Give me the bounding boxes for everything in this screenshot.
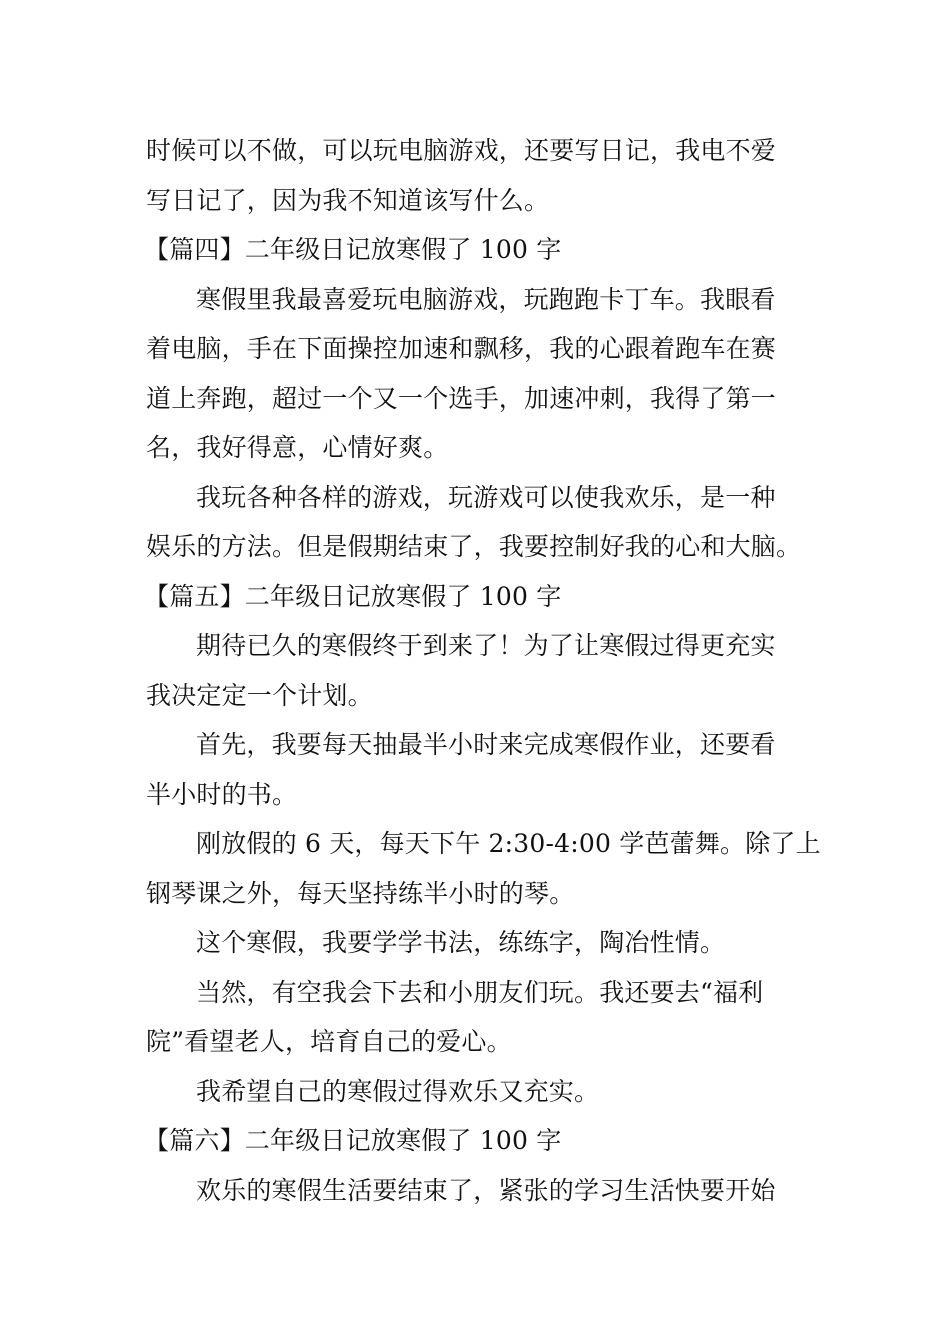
text-line-15: 刚放假的 6 天，每天下午 2:30-4:00 学芭蕾舞。除了上 bbox=[196, 829, 821, 858]
text-line-20: 我希望自己的寒假过得欢乐又充实。 bbox=[196, 1076, 600, 1106]
text-line-11: 期待已久的寒假终于到来了！为了让寒假过得更充实 bbox=[196, 631, 776, 660]
document-page bbox=[144, 126, 821, 1215]
text-line-22: 欢乐的寒假生活要结束了，紧张的学习生活快要开始 bbox=[196, 1175, 776, 1205]
text-line-6: 道上奔跑，超过一个又一个选手，加速冲刺，我得了第一 bbox=[146, 383, 777, 413]
text-line-18: 当然，有空我会下去和小朋友们玩。我还要去“福利 bbox=[196, 977, 764, 1007]
text-line-17: 这个寒假，我要学学书法，练练字，陶冶性情。 bbox=[196, 928, 726, 957]
section-heading-5: 【篇五】二年级日记放寒假了 100 字 bbox=[144, 581, 562, 611]
section-heading-6: 【篇六】二年级日记放寒假了 100 字 bbox=[144, 1126, 562, 1155]
text-line-9: 娱乐的方法。但是假期结束了，我要控制好我的心和大脑。 bbox=[146, 532, 802, 561]
text-line-4: 寒假里我最喜爱玩电脑游戏，玩跑跑卡丁车。我眼看 bbox=[196, 284, 776, 314]
text-line-5: 着电脑，手在下面操控加速和飘移，我的心跟着跑车在赛 bbox=[146, 334, 777, 363]
text-line-14: 半小时的书。 bbox=[146, 779, 298, 809]
text-line-12: 我决定定一个计划。 bbox=[146, 680, 373, 710]
text-line-8: 我玩各种各样的游戏，玩游戏可以使我欢乐，是一种 bbox=[196, 482, 776, 512]
text-line-7: 名，我好得意，心情好爽。 bbox=[146, 433, 449, 462]
text-line-16: 钢琴课之外，每天坚持练半小时的琴。 bbox=[146, 878, 575, 908]
text-line-13: 首先，我要每天抽最半小时来完成寒假作业，还要看 bbox=[196, 730, 776, 759]
text-line-2: 写日记了，因为我不知道该写什么。 bbox=[146, 185, 550, 215]
text-line-19: 院”看望老人，培育自己的爱心。 bbox=[146, 1027, 512, 1056]
section-heading-4: 【篇四】二年级日记放寒假了 100 字 bbox=[144, 235, 562, 264]
text-line-1: 时候可以不做，可以玩电脑游戏，还要写日记，我电不爱 bbox=[146, 136, 777, 165]
